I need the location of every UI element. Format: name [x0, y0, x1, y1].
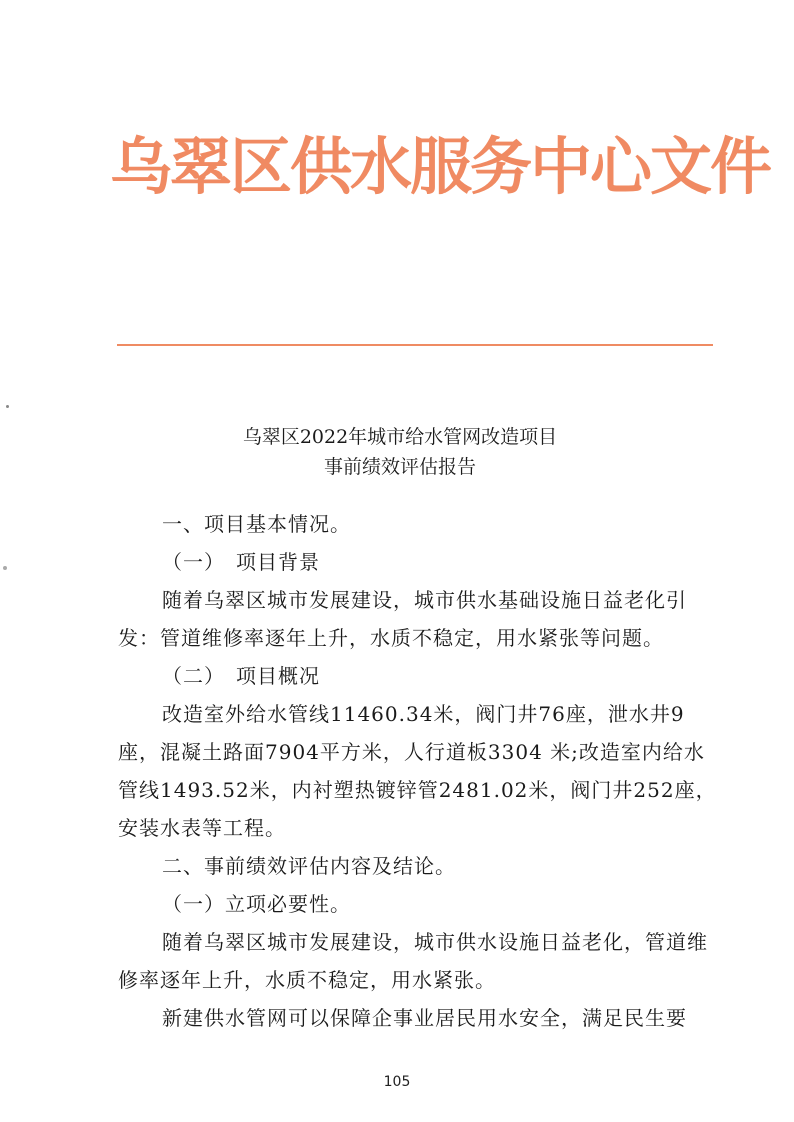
paragraph-background: 随着乌翠区城市发展建设，城市供水基础设施日益老化引发：管道维修率逐年上升，水质不稳定，用水紧张等问题。: [118, 588, 687, 650]
subsection-heading-overview: （二） 项目概况: [162, 664, 320, 688]
title-line-2: 事前绩效评估报告: [323, 456, 476, 478]
paragraph-overview: 改造室外给水管线11460.34米，阀门井76座，泄水井9座，混凝土路面7904平方米，人行道板3304 米;改造室内给水管线1493.52米，内衬塑热镀锌管2481.02米，阀门井252座，安装水表等工程。: [118, 702, 717, 840]
section-heading-2: 二、事前绩效评估内容及结论。: [162, 854, 456, 878]
subsection-heading-necessity: （一）立项必要性。: [162, 892, 351, 916]
section-heading-1: 一、项目基本情况。: [162, 512, 351, 536]
page-number: 105: [383, 1074, 411, 1090]
document-title: [100, 422, 700, 482]
scan-speck: [6, 405, 9, 408]
red-divider-line: [117, 344, 713, 346]
title-line-1: 乌翠区2022年城市给水管网改造项目: [242, 426, 558, 448]
scan-speck: [3, 566, 7, 570]
document-body: [118, 505, 718, 1037]
masthead-title: 乌翠区供水服务中心文件: [110, 130, 771, 203]
paragraph-necessity: 随着乌翠区城市发展建设，城市供水设施日益老化，管道维修率逐年上升，水质不稳定，用水紧张。: [118, 930, 708, 992]
subsection-heading-background: （一） 项目背景: [162, 550, 320, 574]
paragraph-new-network: 新建供水管网可以保障企事业居民用水安全，满足民生要: [162, 1006, 687, 1030]
